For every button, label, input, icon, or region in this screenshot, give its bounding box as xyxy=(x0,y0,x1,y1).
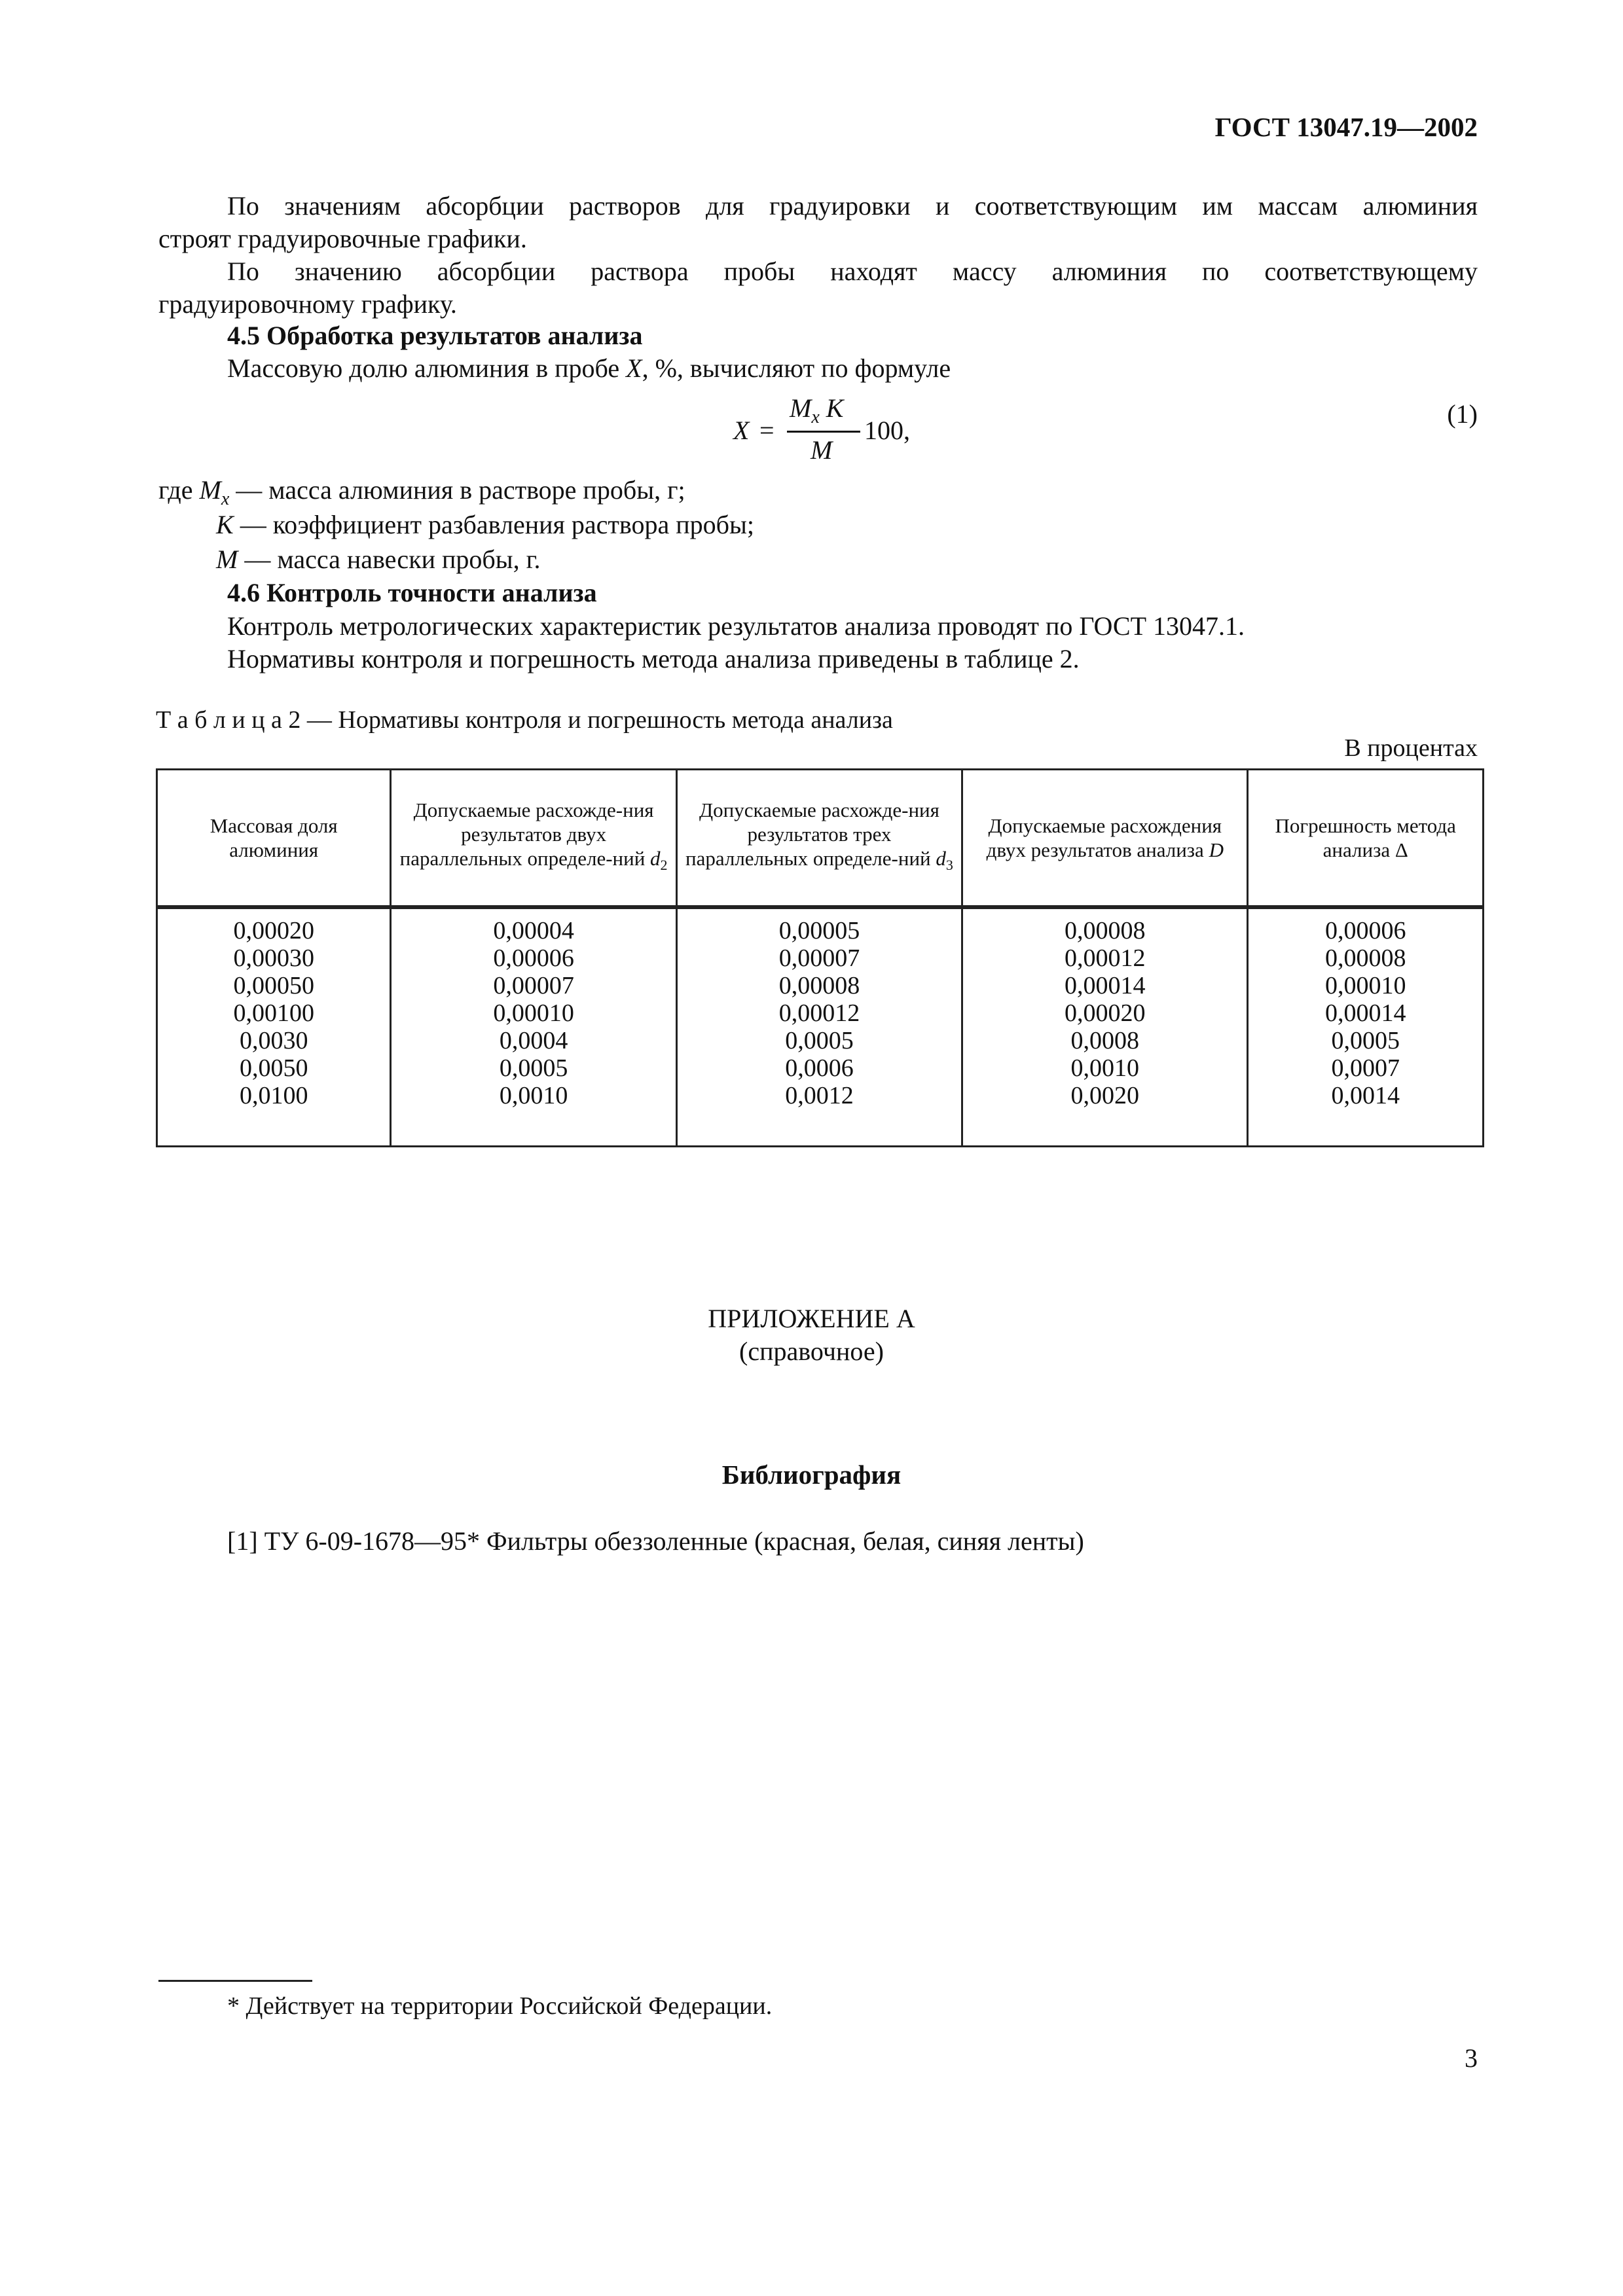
formula xyxy=(733,393,930,465)
formula-number: (1) xyxy=(1447,399,1478,429)
var-m: M xyxy=(216,545,238,574)
footnote: * Действует на территории Российской Федерации. xyxy=(227,1992,773,2020)
section-heading-4-5: 4.5 Обработка результатов анализа xyxy=(227,321,643,350)
table-cell: 0,00008 xyxy=(778,972,860,999)
numerator-m: M xyxy=(790,393,812,423)
table-cell: 0,0100 xyxy=(239,1082,308,1109)
table-cell: 0,00007 xyxy=(778,944,860,972)
header-d xyxy=(962,770,1248,906)
header-text: Допускаемые расхожде-ния результатов двух параллельных определе-ний xyxy=(399,798,654,870)
bibliography-item: [1] ТУ 6-09-1678—95* Фильтры обеззоленные (красная, белая, синяя ленты) xyxy=(227,1526,1084,1556)
where-text: — масса алюминия в растворе пробы, г; xyxy=(229,475,685,505)
variable-x: X xyxy=(626,353,642,383)
column-d3 xyxy=(676,908,962,1147)
formula-numerator xyxy=(790,393,843,428)
section-heading-4-6: 4.6 Контроль точности анализа xyxy=(227,578,597,607)
paragraph-line: По значениям абсорбции растворов для градуировки и соответствующим им массам алюминия xyxy=(227,191,1478,221)
header-d2 xyxy=(391,770,676,906)
table-header-row xyxy=(157,770,1484,906)
table-cell: 0,00014 xyxy=(1324,999,1406,1027)
table-cell: 0,00030 xyxy=(233,944,314,972)
header-text: Допускаемые расхожде-ния результатов трех параллельных определе-ний xyxy=(685,798,939,870)
text: , %, вычисляют по формуле xyxy=(642,353,951,383)
table-cell: 0,00008 xyxy=(1065,917,1146,944)
caption-label: Т а б л и ц а xyxy=(156,706,282,734)
table-cell: 0,0006 xyxy=(785,1054,854,1082)
column-d xyxy=(962,908,1248,1147)
column-mass-fraction xyxy=(157,908,391,1147)
table-cell: 0,0020 xyxy=(1070,1082,1140,1109)
where-text: — коэффициент разбавления раствора пробы; xyxy=(233,510,755,539)
var-sub: x xyxy=(221,489,230,509)
where-line-k xyxy=(216,509,754,541)
table-cell: 0,00050 xyxy=(233,972,314,999)
table-cell: 0,00004 xyxy=(493,917,574,944)
footnote-rule xyxy=(158,1980,312,1982)
formula-equals: = xyxy=(759,416,775,445)
header-sub: 2 xyxy=(660,857,668,874)
var-m: M xyxy=(199,475,221,505)
paragraph-calibration xyxy=(158,190,1478,255)
table-cell: 0,00100 xyxy=(233,999,314,1027)
document-header: ГОСТ 13047.19—2002 xyxy=(1214,112,1478,142)
table-cell: 0,00005 xyxy=(778,917,860,944)
formula-multiplier: 100, xyxy=(864,416,910,445)
table-cell: 0,0014 xyxy=(1331,1082,1400,1109)
appendix-title: ПРИЛОЖЕНИЕ А xyxy=(708,1304,915,1333)
table-cell: 0,00007 xyxy=(493,972,574,999)
header-text: Допускаемые расхождения двух результатов анализа xyxy=(986,814,1222,861)
table-cell: 0,0008 xyxy=(1070,1027,1140,1054)
page-number: 3 xyxy=(1465,2043,1478,2073)
numerator-k: K xyxy=(819,393,844,423)
where-line-m xyxy=(216,543,541,576)
table-cell: 0,00020 xyxy=(233,917,314,944)
header-sub: 3 xyxy=(945,857,953,874)
table-cell: 0,0005 xyxy=(785,1027,854,1054)
table-cell: 0,00010 xyxy=(1324,972,1406,999)
table-cell: 0,0030 xyxy=(239,1027,308,1054)
table-cell: 0,00014 xyxy=(1065,972,1146,999)
section-4-6-p1: Контроль метрологических характеристик результатов анализа проводят по ГОСТ 13047.1. xyxy=(227,611,1245,641)
column-error xyxy=(1248,908,1484,1147)
header-var: D xyxy=(1209,838,1224,861)
where-prefix: где xyxy=(158,475,200,505)
column-d2 xyxy=(391,908,676,1147)
table-cell: 0,0007 xyxy=(1331,1054,1400,1082)
table-cell: 0,00012 xyxy=(1065,944,1146,972)
table-cell: 0,0010 xyxy=(1070,1054,1140,1082)
table-2 xyxy=(156,768,1484,1147)
formula-lhs: X xyxy=(733,416,750,445)
paragraph-line: По значению абсорбции раствора пробы находят массу алюминия по соответствующему xyxy=(227,257,1478,286)
table-data-row xyxy=(157,908,1484,1147)
text: Массовую долю алюминия в пробе xyxy=(227,353,627,383)
var-k: K xyxy=(216,510,234,539)
table-cell: 0,0005 xyxy=(499,1054,568,1082)
table-cell: 0,0012 xyxy=(785,1082,854,1109)
header-d3 xyxy=(676,770,962,906)
table-cell: 0,00010 xyxy=(493,999,574,1027)
table-cell: 0,00012 xyxy=(778,999,860,1027)
table-caption xyxy=(156,704,893,736)
paragraph-sample xyxy=(158,255,1478,321)
table-cell: 0,00008 xyxy=(1324,944,1406,972)
fraction-bar xyxy=(787,431,860,433)
table-cell: 0,0050 xyxy=(239,1054,308,1082)
table-cell: 0,0010 xyxy=(499,1082,568,1109)
where-text: — масса навески пробы, г. xyxy=(238,545,541,574)
table-cell: 0,0005 xyxy=(1331,1027,1400,1054)
table-cell: 0,00006 xyxy=(493,944,574,972)
table-units: В процентах xyxy=(1344,734,1478,762)
bibliography-title: Библиография xyxy=(721,1460,902,1490)
paragraph-line: строят градуировочные графики. xyxy=(158,224,527,253)
header-var: d xyxy=(936,847,946,870)
section-4-5-text xyxy=(227,352,951,385)
table-cell: 0,00006 xyxy=(1324,917,1406,944)
numerator-sub: x xyxy=(811,407,820,427)
caption-text: 2 — Нормативы контроля и погрешность метода анализа xyxy=(282,706,893,734)
header-error: Погрешность метода анализа Δ xyxy=(1248,770,1484,906)
header-var: d xyxy=(650,847,661,870)
header-mass-fraction: Массовая доля алюминия xyxy=(157,770,391,906)
appendix-subtitle: (справочное) xyxy=(739,1336,884,1366)
paragraph-line: градуировочному графику. xyxy=(158,289,457,319)
table-cell: 0,0004 xyxy=(499,1027,568,1054)
formula-denominator: M xyxy=(811,435,833,465)
table-cell: 0,00020 xyxy=(1065,999,1146,1027)
section-4-6-p2: Нормативы контроля и погрешность метода анализа приведены в таблице 2. xyxy=(227,644,1080,673)
